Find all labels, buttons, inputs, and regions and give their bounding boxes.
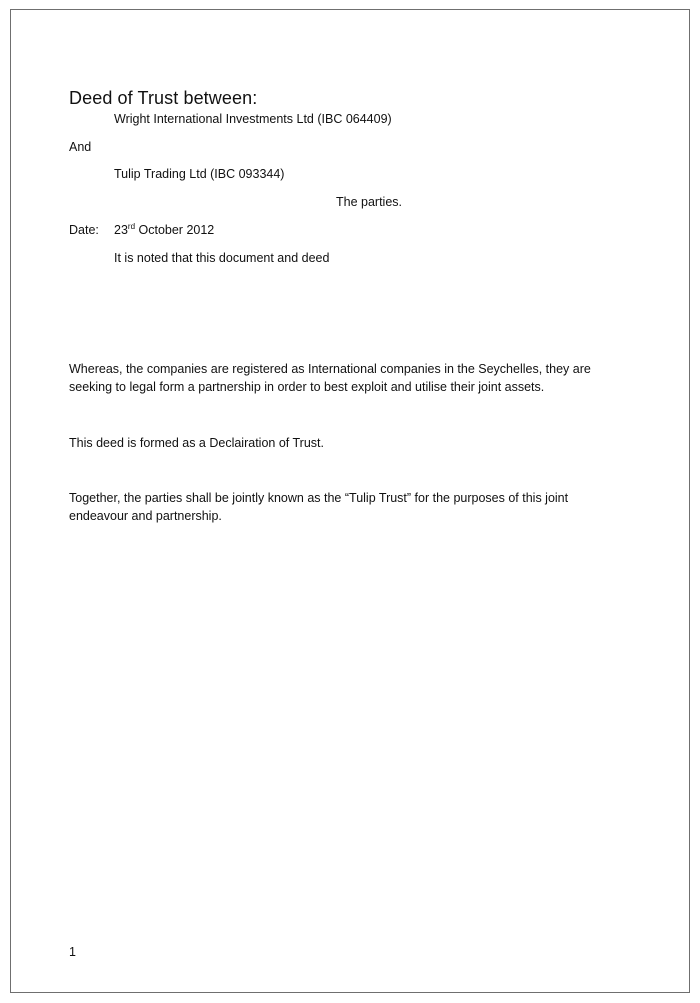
page-number: 1 [69,945,76,959]
whereas-paragraph: Whereas, the companies are registered as International companies in the Seychelles, they are seeking to legal form a partnership in order to best exploit and utilise their joint assets. [69,362,591,394]
date-rest: October 2012 [135,223,215,237]
date-day: 23 [114,223,128,237]
note-line: It is noted that this document and deed [114,251,330,265]
declaration-paragraph: This deed is formed as a Declairation of Trust. [69,436,324,450]
together-paragraph: Together, the parties shall be jointly known as the “Tulip Trust” for the purposes of this joint endeavour and partnership. [69,491,569,523]
party-two: Tulip Trading Ltd (IBC 093344) [114,167,285,181]
date-value [114,221,214,239]
deed-title: Deed of Trust between: [69,88,258,108]
parties-label: The parties. [336,195,403,209]
conjunction-and: And [69,140,92,154]
date-label: Date: [69,223,99,237]
party-one: Wright International Investments Ltd (IBC 064409) [114,112,392,126]
date-suffix: rd [127,221,136,231]
